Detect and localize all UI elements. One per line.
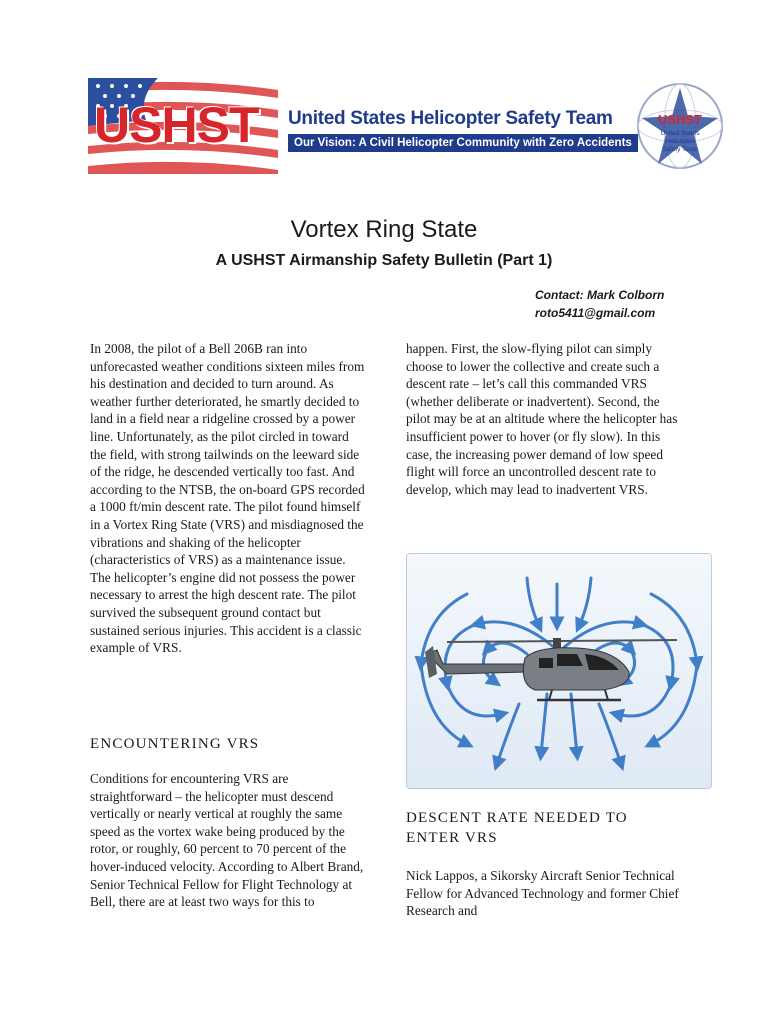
intro-paragraph-column xyxy=(90,340,365,657)
encountering-column xyxy=(90,770,365,911)
organization-name: United States Helicopter Safety Team xyxy=(288,108,613,129)
page-title: Vortex Ring State xyxy=(290,216,478,243)
seal-title: USHST xyxy=(657,112,703,127)
ushst-logo-text: USHST xyxy=(94,97,259,153)
continuation-paragraph: happen. First, the slow-flying pilot can simply choose to lower the collective and create such a descent rate – let’s call this commanded VRS (whether deliberate or inadvertent). Second, the pilot may be at an altitude where the helicopter has insufficient power to hover (or fly slow). In this case, the increasing power demand of low speed flight will force an uncontrolled descent rate to develop, which may lead to inadvertent VRS. xyxy=(406,341,678,497)
continuation-column xyxy=(406,340,684,498)
descent-column xyxy=(406,867,684,920)
page-subtitle: A USHST Airmanship Safety Bulletin (Part 1) xyxy=(215,252,553,269)
seal-line-1: United States xyxy=(660,130,700,137)
seal-line-3: Safety Team xyxy=(661,146,699,153)
ushst-seal-icon xyxy=(636,82,724,170)
vrs-diagram-graphic xyxy=(407,554,711,788)
section-heading-encountering: ENCOUNTERING VRS xyxy=(90,736,260,752)
contact-block xyxy=(535,286,664,322)
encountering-paragraph: Conditions for encountering VRS are straightforward – the helicopter must descend vertically or nearly vertical at roughly the same speed as the vortex wake being produced by the rotor, or roughly, 60 percent to 70 percent of the hover-induced velocity. According to Albert Brand, Senior Technical Fellow for Flight Technology at Bell, there are at least two ways for this to xyxy=(90,771,364,910)
section-heading-descent-rate: DESCENT RATE NEEDED TO ENTER VRS xyxy=(406,810,628,846)
contact-name: Contact: Mark Colborn xyxy=(535,288,665,302)
contact-email[interactable]: roto5411@gmail.com xyxy=(535,306,656,320)
vision-statement: Our Vision: A Civil Helicopter Community with Zero Accidents xyxy=(288,134,638,152)
header-banner xyxy=(88,74,724,178)
intro-paragraph: In 2008, the pilot of a Bell 206B ran into unforecasted weather conditions sixteen miles from his destination and decided to turn around. As weather further deteriorated, he smartly decided to land in a field near a ridgeline crossed by a power line. Unfortunately, as the pilot circled in toward the field, with strong tailwinds on the leeward side of the ridge, he descended vertically too fast. And according to the NTSB, the on-board GPS recorded a 1000 ft/min descent rate. The pilot found himself in a Vortex Ring State (VRS) and misdiagnosed the vibrations and shaking of the helicopter (characteristics of VRS) as a maintenance issue. The helicopter’s engine did not possess the power necessary to arrest the high descent rate. The pilot survived the subsequent ground contact but sustained serious injuries. This accident is a classic example of VRS. xyxy=(90,341,365,656)
seal-line-2: Helicopter xyxy=(665,138,695,145)
descent-paragraph: Nick Lappos, a Sikorsky Aircraft Senior Technical Fellow for Advanced Technology and former Chief Research and xyxy=(406,868,679,919)
vrs-helicopter-illustration xyxy=(406,553,712,789)
